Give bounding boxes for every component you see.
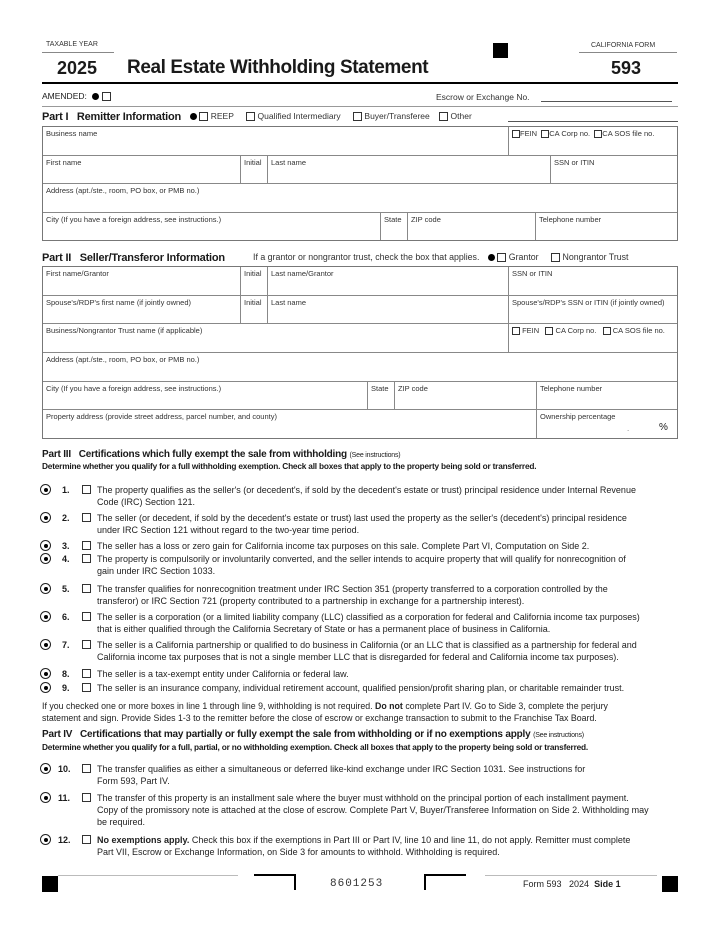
- part3-instruction: Determine whether you qualify for a full withholding exemption. Check all boxes that apply to the property being sold or transferred.: [42, 461, 537, 471]
- header-rule: [42, 82, 678, 84]
- spouse-initial-field[interactable]: Initial: [241, 296, 268, 324]
- state-form-label: CALIFORNIA FORM: [591, 42, 656, 49]
- divider: [42, 106, 678, 107]
- taxable-year-label: TAXABLE YEAR: [46, 41, 98, 48]
- seller-address-field[interactable]: Address (apt./ste., room, PO box, or PMB no.): [43, 353, 677, 382]
- telephone-field[interactable]: Telephone number: [539, 215, 602, 224]
- exemption-9-checkbox[interactable]: [82, 683, 91, 692]
- remitter-info-grid: [42, 126, 678, 241]
- seller-initial-field[interactable]: Initial: [241, 267, 268, 296]
- city-field[interactable]: City (If you have a foreign address, see instructions.): [43, 213, 381, 240]
- other-checkbox[interactable]: [439, 112, 448, 121]
- seller-ca-sos-checkbox[interactable]: [603, 327, 611, 335]
- exemption-1-checkbox[interactable]: [82, 485, 91, 494]
- decimal-point: .: [627, 424, 630, 433]
- radio-indicator-icon: [40, 668, 51, 679]
- radio-indicator-icon: [40, 834, 51, 845]
- part2-heading: Part II Seller/Transferor Information: [42, 252, 225, 264]
- escrow-number-field[interactable]: [541, 101, 672, 102]
- spouse-last-name-field[interactable]: Last name: [268, 296, 509, 324]
- business-trust-name-field[interactable]: Business/Nongrantor Trust name (if applicable): [43, 324, 509, 353]
- part4-heading: Part IV Certifications that may partially or fully exempt the sale from withholding or if no exemptions apply (See instructions): [42, 729, 584, 740]
- grantor-label: Grantor: [508, 252, 539, 262]
- remitter-type-options: [190, 111, 472, 121]
- corner-mark: [424, 874, 466, 890]
- exemption-3-checkbox[interactable]: [82, 541, 91, 550]
- form-number: 593: [611, 58, 642, 78]
- seller-city-field[interactable]: City (If you have a foreign address, see instructions.): [43, 382, 368, 410]
- tax-year: 2025: [57, 58, 98, 78]
- qualified-intermediary-checkbox[interactable]: [246, 112, 255, 121]
- seller-zip-field[interactable]: ZIP code: [395, 382, 537, 410]
- radio-indicator-icon: [40, 763, 51, 774]
- trust-prompt: If a grantor or nongrantor trust, check the box that applies. Grantor Nongrantor Trust: [253, 252, 629, 262]
- corner-mark: [254, 874, 296, 890]
- seller-fein-checkbox[interactable]: [512, 327, 520, 335]
- nongrantor-trust-checkbox[interactable]: [551, 253, 560, 262]
- amended-row: [42, 91, 111, 101]
- first-name-field[interactable]: First name: [43, 156, 241, 184]
- seller-first-name-field[interactable]: First name/Grantor: [43, 267, 241, 296]
- exemption-4-checkbox[interactable]: [82, 554, 91, 563]
- grantor-checkbox[interactable]: [497, 253, 506, 262]
- exemption-7-checkbox[interactable]: [82, 640, 91, 649]
- remitter-id-type: FEIN CA Corp no. CA SOS file no.: [509, 127, 677, 156]
- barcode-number: 8601253: [330, 878, 384, 890]
- buyer-transferee-label: Buyer/Transferee: [364, 111, 430, 121]
- initial-field[interactable]: Initial: [241, 156, 268, 184]
- part3-heading: Part III Certifications which fully exempt the sale from withholding (See instructions): [42, 449, 401, 460]
- seller-state-field[interactable]: State: [368, 382, 395, 410]
- exemption-10-checkbox[interactable]: [82, 764, 91, 773]
- seller-info-grid: [42, 266, 678, 439]
- part3-note: If you checked one or more boxes in line 1 through line 9, withholding is not required. Do not complete Part IV. Go to Side 3, complete the perjury statement and sign. Provide Sides 1-3 to the remitter before the close of escrow or exchange transaction to submit to the Franchise Tax Board.: [42, 701, 608, 723]
- amended-label: AMENDED:: [42, 91, 87, 101]
- divider: [485, 875, 657, 876]
- last-name-field[interactable]: Last name: [268, 156, 551, 184]
- business-name-field[interactable]: Business name: [43, 127, 509, 156]
- seller-id-type: FEIN CA Corp no. CA SOS file no.: [509, 324, 677, 353]
- divider: [42, 52, 114, 53]
- radio-indicator-icon: [40, 611, 51, 622]
- radio-indicator-icon: [40, 639, 51, 650]
- fein-checkbox[interactable]: [512, 130, 520, 138]
- part1-heading: Part I Remitter Information: [42, 111, 182, 123]
- exemption-11-checkbox[interactable]: [82, 793, 91, 802]
- bullet-icon: [488, 254, 495, 261]
- seller-last-name-field[interactable]: Last name/Grantor: [268, 267, 509, 296]
- radio-indicator-icon: [40, 512, 51, 523]
- registration-mark: [493, 43, 508, 58]
- exemption-2-checkbox[interactable]: [82, 513, 91, 522]
- radio-indicator-icon: [40, 484, 51, 495]
- radio-indicator-icon: [40, 540, 51, 551]
- bullet-icon: [190, 113, 197, 120]
- escrow-label: Escrow or Exchange No.: [436, 92, 530, 102]
- zip-field[interactable]: ZIP code: [408, 213, 536, 240]
- exemption-8-checkbox[interactable]: [82, 669, 91, 678]
- ssn-field[interactable]: SSN or ITIN: [551, 156, 677, 184]
- exemption-6-checkbox[interactable]: [82, 612, 91, 621]
- other-label: Other: [450, 111, 472, 121]
- spouse-ssn-field[interactable]: Spouse's/RDP's SSN or ITIN (if jointly owned): [509, 296, 677, 324]
- radio-indicator-icon: [40, 682, 51, 693]
- radio-indicator-icon: [40, 583, 51, 594]
- property-address-field[interactable]: Property address (provide street address, parcel number, and county): [43, 410, 537, 438]
- radio-indicator-icon: [40, 792, 51, 803]
- qualified-intermediary-label: Qualified Intermediary: [257, 111, 341, 121]
- form-title: Real Estate Withholding Statement: [127, 57, 429, 78]
- buyer-transferee-checkbox[interactable]: [353, 112, 362, 121]
- percent-sign: %: [659, 422, 668, 433]
- seller-ca-corp-checkbox[interactable]: [545, 327, 553, 335]
- part4-instruction: Determine whether you qualify for a full, partial, or no withholding exemption. Check all boxes that apply to the property being sold or transferred.: [42, 742, 588, 752]
- exemption-12-checkbox[interactable]: [82, 835, 91, 844]
- bullet-icon: [92, 93, 99, 100]
- state-field[interactable]: State: [381, 213, 408, 240]
- registration-mark: [42, 876, 58, 892]
- reep-label: REEP: [210, 111, 234, 121]
- spouse-first-name-field[interactable]: Spouse's/RDP's first name (if jointly owned): [43, 296, 241, 324]
- reep-checkbox[interactable]: [199, 112, 208, 121]
- divider: [58, 875, 238, 876]
- nongrantor-trust-label: Nongrantor Trust: [562, 252, 629, 262]
- address-field[interactable]: Address (apt./ste., room, PO box, or PMB no.): [43, 184, 677, 213]
- other-field[interactable]: [508, 121, 678, 122]
- radio-indicator-icon: [40, 553, 51, 564]
- divider: [579, 52, 677, 53]
- form-footer-ref: Form 593 2024 Side 1: [523, 879, 621, 889]
- amended-checkbox[interactable]: [102, 92, 111, 101]
- seller-ssn-field[interactable]: SSN or ITIN: [509, 267, 677, 296]
- seller-telephone-field[interactable]: Telephone number: [537, 382, 677, 410]
- registration-mark: [662, 876, 678, 892]
- ownership-percentage-field[interactable]: Ownership percentage . %: [540, 412, 668, 433]
- exemption-5-checkbox[interactable]: [82, 584, 91, 593]
